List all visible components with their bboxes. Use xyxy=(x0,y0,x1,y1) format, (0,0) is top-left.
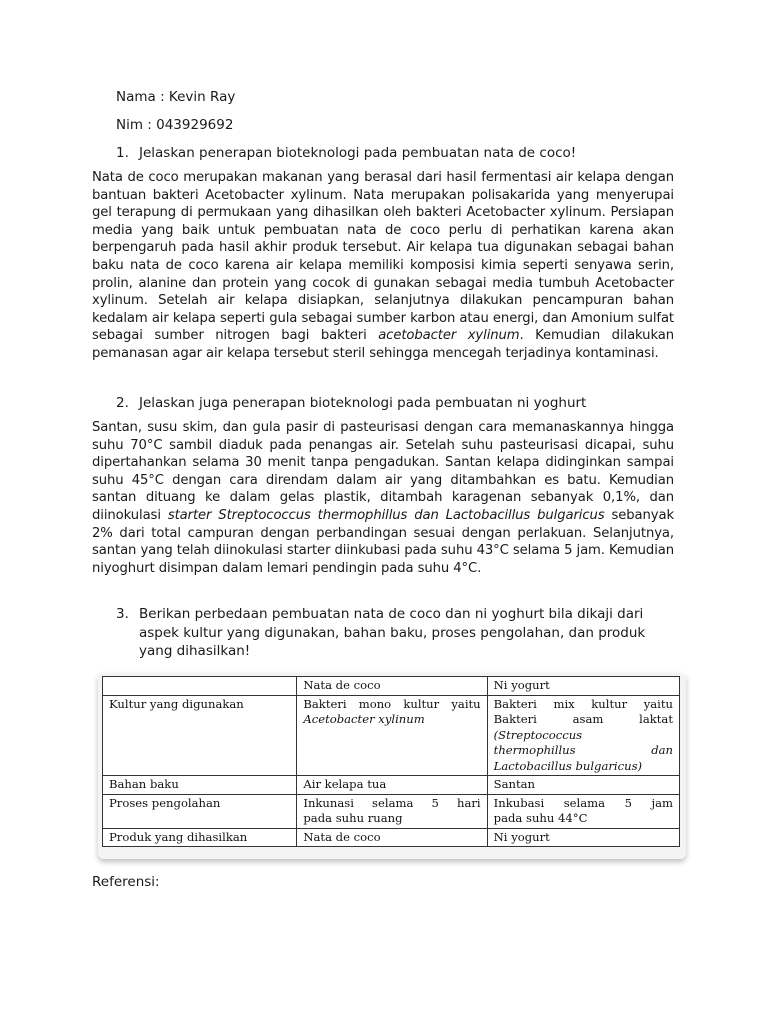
cell-line: Lactobacillus bulgaricus) xyxy=(493,758,643,773)
answer-2 xyxy=(92,419,674,577)
cell-line: pada suhu 44°C xyxy=(493,811,588,825)
answer-1-part-1: Nata de coco merupakan makanan yang berasal dari hasil fermentasi air kelapa dengan bantuan bakteri Acetobacter xylinum. Nata merupakan polisakarida yang menyerupai gel terapung di permukaan yang dihasilkan oleh bakteri Acetobacter xylinum. Persiapan media yang baik untuk pembuatan nata de coco perlu di perhatikan karena akan berpengaruh pada hasil akhir produk tersebut. Air kelapa tua digunakan sebagai bahan baku nata de coco karena air kelapa memiliki komposisi kimia seperti senyawa serin, prolin, alanine dan protein yang cocok di gunakan sebagai media tumbuh Acetobacter xylinum. Setelah air kelapa disiapkan, selanjutnya dilakukan pencampuran bahan kedalam air kelapa seperti gula sebagai sumber karbon atau energi, dan Amonium sulfat sebagai sumber nitrogen bagi bakteri xyxy=(92,170,674,344)
cell-line: (Streptococcus xyxy=(493,727,583,742)
question-1-number: 1. xyxy=(116,145,129,161)
comparison-table-image xyxy=(98,673,686,859)
table-row xyxy=(103,776,680,795)
cell-line: Bakteri mono kultur yaitu xyxy=(303,696,481,711)
cell-line: Inkunasi selama 5 hari xyxy=(303,795,481,810)
table-header-cell-empty xyxy=(103,677,297,696)
cell-yogurt-proses xyxy=(487,794,679,828)
table-row xyxy=(103,794,680,828)
row-label-bahan: Bahan baku xyxy=(103,776,297,795)
answer-1 xyxy=(92,169,674,363)
question-3-text: Berikan perbedaan pembuatan nata de coco dan ni yoghurt bila dikaji dari aspek kultur yang digunakan, bahan baku, proses pengolahan, dan produk yang dihasilkan! xyxy=(139,606,646,659)
cell-line: thermophillus dan xyxy=(493,743,673,757)
cell-yogurt-produk: Ni yogurt xyxy=(487,828,679,847)
row-label-kultur: Kultur yang digunakan xyxy=(103,695,297,776)
answer-1-part-3: . Kemudian dilakukan pemanasan agar air kelapa tersebut steril sehingga mencegah terjadinya kontaminasi. xyxy=(92,328,674,361)
row-label-proses: Proses pengolahan xyxy=(103,794,297,828)
row-label-produk: Produk yang dihasilkan xyxy=(103,828,297,847)
question-2-number: 2. xyxy=(116,395,129,411)
table-row xyxy=(103,695,680,776)
comparison-table xyxy=(102,676,680,847)
cell-line: Acetobacter xylinum xyxy=(303,712,425,726)
student-nim: Nim : 043929692 xyxy=(116,117,234,133)
question-1-text: Jelaskan penerapan bioteknologi pada pembuatan nata de coco! xyxy=(139,145,577,161)
table-row xyxy=(103,828,680,847)
cell-line: Inkubasi selama 5 jam xyxy=(493,795,673,810)
answer-2-part-3: sebanyak 2% dari total campuran dengan perbandingan sesuai dengan perlakuan. Selanjutnya, santan yang telah diinokulasi starter diinkubasi pada suhu 43°C selama 5 jam. Kemudian niyoghurt disimpan dalam lemari pendingin pada suhu 4°C. xyxy=(92,507,674,576)
table-header-nata: Nata de coco xyxy=(297,677,487,696)
cell-nata-proses xyxy=(297,794,487,828)
cell-nata-bahan: Air kelapa tua xyxy=(297,776,487,795)
table-header-row xyxy=(103,677,680,696)
cell-line: Bakteri asam laktat xyxy=(493,712,673,726)
cell-nata-kultur xyxy=(297,695,487,776)
referensi-label: Referensi: xyxy=(92,874,160,890)
cell-yogurt-bahan: Santan xyxy=(487,776,679,795)
question-3-number: 3. xyxy=(116,606,129,622)
answer-2-part-1: Santan, susu skim, dan gula pasir di pasteurisasi dengan cara memanaskannya hingga suhu 70°C sambil diaduk pada penangas air. Setelah suhu pasteurisasi dicapai, suhu dipertahankan selama 30 menit tanpa pengadukan. Santan kelapa didinginkan sampai suhu 45°C dengan cara direndam dalam air yang ditambahkan es batu. Kemudian santan dituang ke dalam gelas plastik, ditambah karagenan sebanyak 0,1%, dan diinokulasi xyxy=(92,420,674,523)
cell-yogurt-kultur xyxy=(487,695,679,776)
cell-nata-produk: Nata de coco xyxy=(297,828,487,847)
answer-1-part-2: acetobacter xylinum xyxy=(378,328,520,344)
answer-2-part-2: starter Streptococcus thermophillus dan Lactobacillus bulgaricus xyxy=(167,507,605,523)
question-2-text: Jelaskan juga penerapan bioteknologi pada pembuatan ni yoghurt xyxy=(139,395,587,411)
cell-line: pada suhu ruang xyxy=(303,811,403,825)
student-name: Nama : Kevin Ray xyxy=(116,89,236,105)
table-header-yogurt: Ni yogurt xyxy=(487,677,679,696)
cell-line: Bakteri mix kultur yaitu xyxy=(493,696,673,711)
